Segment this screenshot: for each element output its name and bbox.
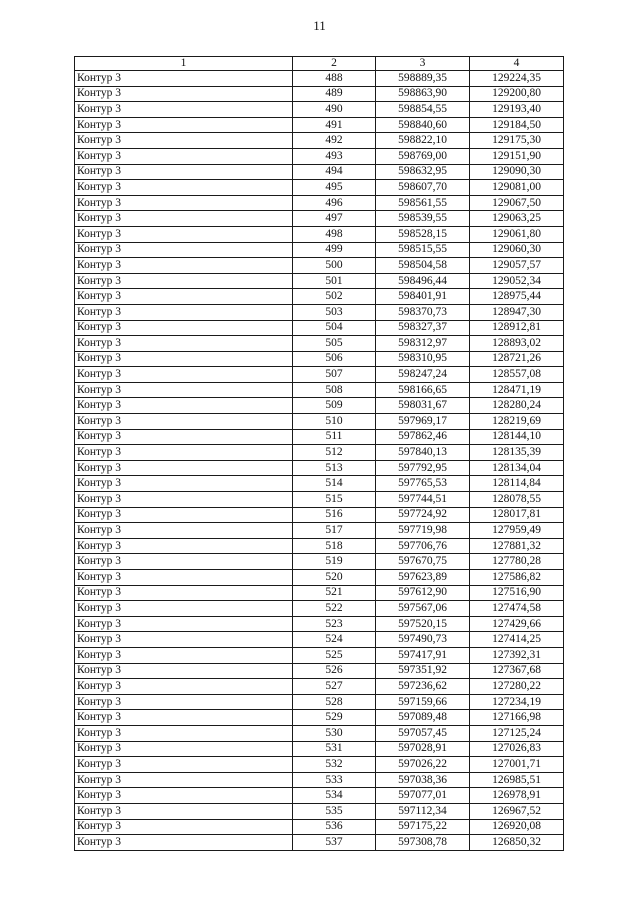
table-row bbox=[75, 616, 564, 632]
contour-name-cell: Контур 3 bbox=[75, 336, 293, 352]
x-coordinate-cell: 598504,58 bbox=[376, 258, 470, 274]
table-row bbox=[75, 195, 564, 211]
point-number-cell: 506 bbox=[293, 351, 376, 367]
table-row bbox=[75, 694, 564, 710]
contour-name-cell: Контур 3 bbox=[75, 86, 293, 102]
x-coordinate-cell: 597765,53 bbox=[376, 476, 470, 492]
x-coordinate-cell: 598166,65 bbox=[376, 382, 470, 398]
point-number-cell: 525 bbox=[293, 647, 376, 663]
table-row bbox=[75, 133, 564, 149]
y-coordinate-cell: 127586,82 bbox=[470, 570, 564, 586]
y-coordinate-cell: 129061,80 bbox=[470, 226, 564, 242]
x-coordinate-cell: 598840,60 bbox=[376, 117, 470, 133]
header-col-3: 3 bbox=[376, 57, 470, 71]
y-coordinate-cell: 126985,51 bbox=[470, 772, 564, 788]
table-row bbox=[75, 554, 564, 570]
y-coordinate-cell: 128947,30 bbox=[470, 304, 564, 320]
y-coordinate-cell: 127392,31 bbox=[470, 647, 564, 663]
y-coordinate-cell: 127234,19 bbox=[470, 694, 564, 710]
contour-name-cell: Контур 3 bbox=[75, 788, 293, 804]
x-coordinate-cell: 597026,22 bbox=[376, 757, 470, 773]
header-col-1: 1 bbox=[75, 57, 293, 71]
table-row bbox=[75, 585, 564, 601]
table-row bbox=[75, 788, 564, 804]
y-coordinate-cell: 127474,58 bbox=[470, 601, 564, 617]
y-coordinate-cell: 129060,30 bbox=[470, 242, 564, 258]
x-coordinate-cell: 598889,35 bbox=[376, 71, 470, 87]
contour-name-cell: Контур 3 bbox=[75, 710, 293, 726]
x-coordinate-cell: 597351,92 bbox=[376, 663, 470, 679]
y-coordinate-cell: 128114,84 bbox=[470, 476, 564, 492]
table-row bbox=[75, 429, 564, 445]
x-coordinate-cell: 597308,78 bbox=[376, 835, 470, 851]
point-number-cell: 534 bbox=[293, 788, 376, 804]
point-number-cell: 527 bbox=[293, 679, 376, 695]
point-number-cell: 501 bbox=[293, 273, 376, 289]
point-number-cell: 523 bbox=[293, 616, 376, 632]
table-row bbox=[75, 242, 564, 258]
table-row bbox=[75, 663, 564, 679]
y-coordinate-cell: 128912,81 bbox=[470, 320, 564, 336]
y-coordinate-cell: 128721,26 bbox=[470, 351, 564, 367]
table-row bbox=[75, 476, 564, 492]
x-coordinate-cell: 597969,17 bbox=[376, 414, 470, 430]
contour-name-cell: Контур 3 bbox=[75, 71, 293, 87]
contour-name-cell: Контур 3 bbox=[75, 725, 293, 741]
coordinates-table bbox=[74, 56, 564, 851]
contour-name-cell: Контур 3 bbox=[75, 195, 293, 211]
table-row bbox=[75, 647, 564, 663]
x-coordinate-cell: 598312,97 bbox=[376, 336, 470, 352]
x-coordinate-cell: 598863,90 bbox=[376, 86, 470, 102]
y-coordinate-cell: 129184,50 bbox=[470, 117, 564, 133]
x-coordinate-cell: 598539,55 bbox=[376, 211, 470, 227]
table-body bbox=[75, 71, 564, 851]
contour-name-cell: Контур 3 bbox=[75, 476, 293, 492]
point-number-cell: 526 bbox=[293, 663, 376, 679]
point-number-cell: 532 bbox=[293, 757, 376, 773]
contour-name-cell: Контур 3 bbox=[75, 554, 293, 570]
table-row bbox=[75, 679, 564, 695]
contour-name-cell: Контур 3 bbox=[75, 601, 293, 617]
contour-name-cell: Контур 3 bbox=[75, 258, 293, 274]
contour-name-cell: Контур 3 bbox=[75, 835, 293, 851]
contour-name-cell: Контур 3 bbox=[75, 538, 293, 554]
y-coordinate-cell: 129057,57 bbox=[470, 258, 564, 274]
y-coordinate-cell: 128144,10 bbox=[470, 429, 564, 445]
point-number-cell: 518 bbox=[293, 538, 376, 554]
table-row bbox=[75, 164, 564, 180]
point-number-cell: 497 bbox=[293, 211, 376, 227]
table-row bbox=[75, 148, 564, 164]
point-number-cell: 514 bbox=[293, 476, 376, 492]
y-coordinate-cell: 129224,35 bbox=[470, 71, 564, 87]
contour-name-cell: Контур 3 bbox=[75, 133, 293, 149]
y-coordinate-cell: 129090,30 bbox=[470, 164, 564, 180]
x-coordinate-cell: 598031,67 bbox=[376, 398, 470, 414]
y-coordinate-cell: 128134,04 bbox=[470, 460, 564, 476]
contour-name-cell: Контур 3 bbox=[75, 460, 293, 476]
table-row bbox=[75, 258, 564, 274]
x-coordinate-cell: 597719,98 bbox=[376, 523, 470, 539]
table-row bbox=[75, 741, 564, 757]
point-number-cell: 516 bbox=[293, 507, 376, 523]
point-number-cell: 524 bbox=[293, 632, 376, 648]
contour-name-cell: Контур 3 bbox=[75, 211, 293, 227]
y-coordinate-cell: 127429,66 bbox=[470, 616, 564, 632]
table-row bbox=[75, 86, 564, 102]
y-coordinate-cell: 128280,24 bbox=[470, 398, 564, 414]
y-coordinate-cell: 127414,25 bbox=[470, 632, 564, 648]
table-row bbox=[75, 211, 564, 227]
point-number-cell: 496 bbox=[293, 195, 376, 211]
x-coordinate-cell: 598854,55 bbox=[376, 102, 470, 118]
x-coordinate-cell: 597840,13 bbox=[376, 445, 470, 461]
point-number-cell: 512 bbox=[293, 445, 376, 461]
x-coordinate-cell: 598370,73 bbox=[376, 304, 470, 320]
x-coordinate-cell: 597670,75 bbox=[376, 554, 470, 570]
x-coordinate-cell: 597159,66 bbox=[376, 694, 470, 710]
y-coordinate-cell: 127026,83 bbox=[470, 741, 564, 757]
y-coordinate-cell: 127959,49 bbox=[470, 523, 564, 539]
point-number-cell: 503 bbox=[293, 304, 376, 320]
point-number-cell: 507 bbox=[293, 367, 376, 383]
x-coordinate-cell: 597706,76 bbox=[376, 538, 470, 554]
contour-name-cell: Контур 3 bbox=[75, 585, 293, 601]
x-coordinate-cell: 597112,34 bbox=[376, 803, 470, 819]
x-coordinate-cell: 597236,62 bbox=[376, 679, 470, 695]
contour-name-cell: Контур 3 bbox=[75, 803, 293, 819]
table-row bbox=[75, 102, 564, 118]
x-coordinate-cell: 598528,15 bbox=[376, 226, 470, 242]
table-row bbox=[75, 492, 564, 508]
x-coordinate-cell: 598632,95 bbox=[376, 164, 470, 180]
header-col-2: 2 bbox=[293, 57, 376, 71]
contour-name-cell: Контур 3 bbox=[75, 102, 293, 118]
point-number-cell: 490 bbox=[293, 102, 376, 118]
y-coordinate-cell: 127780,28 bbox=[470, 554, 564, 570]
y-coordinate-cell: 126967,52 bbox=[470, 803, 564, 819]
x-coordinate-cell: 597089,48 bbox=[376, 710, 470, 726]
point-number-cell: 535 bbox=[293, 803, 376, 819]
table-row bbox=[75, 523, 564, 539]
contour-name-cell: Контур 3 bbox=[75, 273, 293, 289]
contour-name-cell: Контур 3 bbox=[75, 647, 293, 663]
y-coordinate-cell: 128975,44 bbox=[470, 289, 564, 305]
point-number-cell: 502 bbox=[293, 289, 376, 305]
page-number: 11 bbox=[313, 18, 326, 33]
contour-name-cell: Контур 3 bbox=[75, 351, 293, 367]
y-coordinate-cell: 128078,55 bbox=[470, 492, 564, 508]
y-coordinate-cell: 128017,81 bbox=[470, 507, 564, 523]
x-coordinate-cell: 597028,91 bbox=[376, 741, 470, 757]
y-coordinate-cell: 129052,34 bbox=[470, 273, 564, 289]
table-row bbox=[75, 336, 564, 352]
contour-name-cell: Контур 3 bbox=[75, 632, 293, 648]
y-coordinate-cell: 129193,40 bbox=[470, 102, 564, 118]
x-coordinate-cell: 597417,91 bbox=[376, 647, 470, 663]
contour-name-cell: Контур 3 bbox=[75, 570, 293, 586]
x-coordinate-cell: 597175,22 bbox=[376, 819, 470, 835]
x-coordinate-cell: 598769,00 bbox=[376, 148, 470, 164]
y-coordinate-cell: 126850,32 bbox=[470, 835, 564, 851]
contour-name-cell: Контур 3 bbox=[75, 180, 293, 196]
x-coordinate-cell: 598561,55 bbox=[376, 195, 470, 211]
header-col-4: 4 bbox=[470, 57, 564, 71]
table-row bbox=[75, 320, 564, 336]
point-number-cell: 522 bbox=[293, 601, 376, 617]
contour-name-cell: Контур 3 bbox=[75, 679, 293, 695]
table-row bbox=[75, 772, 564, 788]
contour-name-cell: Контур 3 bbox=[75, 507, 293, 523]
table-row bbox=[75, 632, 564, 648]
contour-name-cell: Контур 3 bbox=[75, 289, 293, 305]
x-coordinate-cell: 597490,73 bbox=[376, 632, 470, 648]
table-row bbox=[75, 507, 564, 523]
y-coordinate-cell: 127166,98 bbox=[470, 710, 564, 726]
y-coordinate-cell: 128557,08 bbox=[470, 367, 564, 383]
x-coordinate-cell: 597057,45 bbox=[376, 725, 470, 741]
x-coordinate-cell: 597744,51 bbox=[376, 492, 470, 508]
point-number-cell: 521 bbox=[293, 585, 376, 601]
point-number-cell: 536 bbox=[293, 819, 376, 835]
x-coordinate-cell: 598822,10 bbox=[376, 133, 470, 149]
table-row bbox=[75, 71, 564, 87]
x-coordinate-cell: 598607,70 bbox=[376, 180, 470, 196]
point-number-cell: 531 bbox=[293, 741, 376, 757]
point-number-cell: 515 bbox=[293, 492, 376, 508]
table-row bbox=[75, 538, 564, 554]
point-number-cell: 505 bbox=[293, 336, 376, 352]
table-row bbox=[75, 725, 564, 741]
y-coordinate-cell: 128471,19 bbox=[470, 382, 564, 398]
contour-name-cell: Контур 3 bbox=[75, 523, 293, 539]
point-number-cell: 517 bbox=[293, 523, 376, 539]
table-row bbox=[75, 414, 564, 430]
table-row bbox=[75, 226, 564, 242]
y-coordinate-cell: 126978,91 bbox=[470, 788, 564, 804]
point-number-cell: 489 bbox=[293, 86, 376, 102]
table-row bbox=[75, 382, 564, 398]
y-coordinate-cell: 127280,22 bbox=[470, 679, 564, 695]
point-number-cell: 510 bbox=[293, 414, 376, 430]
point-number-cell: 494 bbox=[293, 164, 376, 180]
table-row bbox=[75, 460, 564, 476]
point-number-cell: 537 bbox=[293, 835, 376, 851]
table-row bbox=[75, 304, 564, 320]
point-number-cell: 528 bbox=[293, 694, 376, 710]
point-number-cell: 511 bbox=[293, 429, 376, 445]
x-coordinate-cell: 597038,36 bbox=[376, 772, 470, 788]
table-row bbox=[75, 803, 564, 819]
table-row bbox=[75, 601, 564, 617]
contour-name-cell: Контур 3 bbox=[75, 414, 293, 430]
x-coordinate-cell: 598401,91 bbox=[376, 289, 470, 305]
contour-name-cell: Контур 3 bbox=[75, 304, 293, 320]
point-number-cell: 491 bbox=[293, 117, 376, 133]
point-number-cell: 493 bbox=[293, 148, 376, 164]
table-row bbox=[75, 710, 564, 726]
point-number-cell: 533 bbox=[293, 772, 376, 788]
contour-name-cell: Контур 3 bbox=[75, 164, 293, 180]
table-row bbox=[75, 570, 564, 586]
table-row bbox=[75, 351, 564, 367]
point-number-cell: 499 bbox=[293, 242, 376, 258]
x-coordinate-cell: 598515,55 bbox=[376, 242, 470, 258]
table-row bbox=[75, 757, 564, 773]
y-coordinate-cell: 127367,68 bbox=[470, 663, 564, 679]
x-coordinate-cell: 597862,46 bbox=[376, 429, 470, 445]
table-row bbox=[75, 819, 564, 835]
contour-name-cell: Контур 3 bbox=[75, 694, 293, 710]
contour-name-cell: Контур 3 bbox=[75, 367, 293, 383]
table-row bbox=[75, 398, 564, 414]
point-number-cell: 495 bbox=[293, 180, 376, 196]
contour-name-cell: Контур 3 bbox=[75, 616, 293, 632]
contour-name-cell: Контур 3 bbox=[75, 663, 293, 679]
point-number-cell: 504 bbox=[293, 320, 376, 336]
x-coordinate-cell: 598310,95 bbox=[376, 351, 470, 367]
contour-name-cell: Контур 3 bbox=[75, 320, 293, 336]
point-number-cell: 492 bbox=[293, 133, 376, 149]
y-coordinate-cell: 128893,02 bbox=[470, 336, 564, 352]
contour-name-cell: Контур 3 bbox=[75, 772, 293, 788]
x-coordinate-cell: 597077,01 bbox=[376, 788, 470, 804]
y-coordinate-cell: 129063,25 bbox=[470, 211, 564, 227]
y-coordinate-cell: 127881,32 bbox=[470, 538, 564, 554]
point-number-cell: 529 bbox=[293, 710, 376, 726]
contour-name-cell: Контур 3 bbox=[75, 492, 293, 508]
x-coordinate-cell: 597623,89 bbox=[376, 570, 470, 586]
x-coordinate-cell: 597724,92 bbox=[376, 507, 470, 523]
table-row bbox=[75, 367, 564, 383]
y-coordinate-cell: 129151,90 bbox=[470, 148, 564, 164]
point-number-cell: 520 bbox=[293, 570, 376, 586]
contour-name-cell: Контур 3 bbox=[75, 382, 293, 398]
x-coordinate-cell: 598247,24 bbox=[376, 367, 470, 383]
contour-name-cell: Контур 3 bbox=[75, 819, 293, 835]
contour-name-cell: Контур 3 bbox=[75, 429, 293, 445]
x-coordinate-cell: 597520,15 bbox=[376, 616, 470, 632]
point-number-cell: 508 bbox=[293, 382, 376, 398]
contour-name-cell: Контур 3 bbox=[75, 398, 293, 414]
x-coordinate-cell: 598327,37 bbox=[376, 320, 470, 336]
contour-name-cell: Контур 3 bbox=[75, 117, 293, 133]
point-number-cell: 509 bbox=[293, 398, 376, 414]
point-number-cell: 519 bbox=[293, 554, 376, 570]
contour-name-cell: Контур 3 bbox=[75, 242, 293, 258]
y-coordinate-cell: 129081,00 bbox=[470, 180, 564, 196]
table-row bbox=[75, 273, 564, 289]
contour-name-cell: Контур 3 bbox=[75, 741, 293, 757]
y-coordinate-cell: 129200,80 bbox=[470, 86, 564, 102]
contour-name-cell: Контур 3 bbox=[75, 148, 293, 164]
x-coordinate-cell: 597567,06 bbox=[376, 601, 470, 617]
x-coordinate-cell: 597612,90 bbox=[376, 585, 470, 601]
point-number-cell: 500 bbox=[293, 258, 376, 274]
y-coordinate-cell: 128219,69 bbox=[470, 414, 564, 430]
contour-name-cell: Контур 3 bbox=[75, 445, 293, 461]
table-row bbox=[75, 835, 564, 851]
table-row bbox=[75, 180, 564, 196]
point-number-cell: 530 bbox=[293, 725, 376, 741]
contour-name-cell: Контур 3 bbox=[75, 226, 293, 242]
table-row bbox=[75, 289, 564, 305]
y-coordinate-cell: 127001,71 bbox=[470, 757, 564, 773]
table-row bbox=[75, 445, 564, 461]
table-row bbox=[75, 117, 564, 133]
y-coordinate-cell: 129067,50 bbox=[470, 195, 564, 211]
contour-name-cell: Контур 3 bbox=[75, 757, 293, 773]
y-coordinate-cell: 128135,39 bbox=[470, 445, 564, 461]
point-number-cell: 498 bbox=[293, 226, 376, 242]
header-row bbox=[75, 57, 564, 71]
y-coordinate-cell: 127125,24 bbox=[470, 725, 564, 741]
x-coordinate-cell: 598496,44 bbox=[376, 273, 470, 289]
table-header bbox=[75, 57, 564, 71]
point-number-cell: 488 bbox=[293, 71, 376, 87]
point-number-cell: 513 bbox=[293, 460, 376, 476]
y-coordinate-cell: 129175,30 bbox=[470, 133, 564, 149]
y-coordinate-cell: 127516,90 bbox=[470, 585, 564, 601]
x-coordinate-cell: 597792,95 bbox=[376, 460, 470, 476]
y-coordinate-cell: 126920,08 bbox=[470, 819, 564, 835]
